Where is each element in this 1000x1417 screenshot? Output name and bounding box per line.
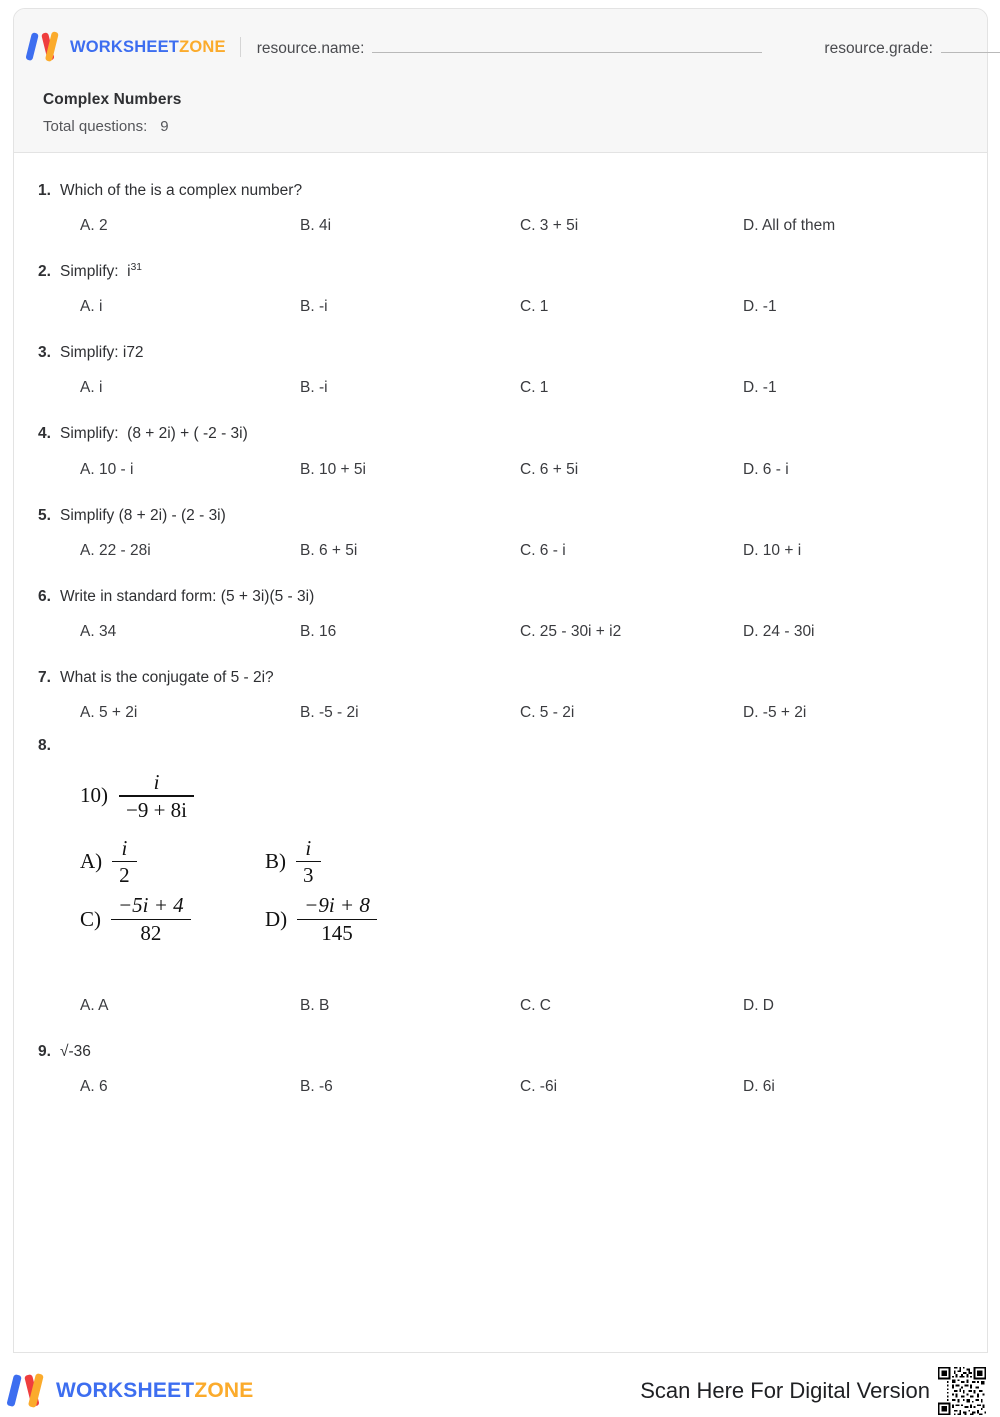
option-b[interactable]: B. B — [300, 997, 330, 1015]
math-choices-row-1 — [80, 836, 480, 888]
question-5 — [14, 506, 987, 560]
option-b[interactable]: B. -i — [300, 379, 328, 397]
worksheet-card — [13, 8, 988, 1353]
math-choice-a[interactable] — [80, 836, 265, 888]
question-prompt — [38, 587, 987, 607]
question-prompt — [38, 343, 987, 363]
math-choice-b-fraction — [296, 836, 321, 888]
option-b[interactable]: B. 10 + 5i — [300, 460, 366, 478]
question-6 — [14, 587, 987, 641]
math-choice-b[interactable] — [265, 836, 321, 888]
fraction-denominator: 2 — [119, 863, 130, 888]
math-choice-d[interactable] — [265, 893, 377, 945]
option-b[interactable]: B. -5 - 2i — [300, 703, 359, 721]
question-text: Write in standard form: (5 + 3i)(5 - 3i) — [60, 587, 315, 605]
question-number: 7. — [38, 668, 51, 686]
math-choice-b-label: B) — [265, 849, 286, 874]
question-text: Simplify: (8 + 2i) + ( -2 - 3i) — [60, 425, 248, 443]
math-choice-d-fraction — [297, 893, 377, 945]
logo-stroke-blue-icon — [25, 32, 39, 61]
question-prompt — [38, 1042, 987, 1062]
option-a[interactable]: A. i — [80, 298, 103, 316]
option-a[interactable]: A. 22 - 28i — [80, 541, 151, 559]
option-a[interactable]: A. 10 - i — [80, 460, 134, 478]
option-d[interactable]: D. 10 + i — [743, 541, 802, 559]
total-questions-label: Total questions: — [43, 118, 148, 135]
option-b[interactable]: B. 4i — [300, 217, 332, 235]
grade-field[interactable] — [824, 37, 1000, 58]
fraction-denominator: 145 — [321, 921, 353, 945]
option-d[interactable]: D. 6 - i — [743, 460, 789, 478]
question-prompt — [38, 262, 987, 282]
question-text: What is the conjugate of 5 - 2i? — [60, 668, 274, 686]
name-field-label: resource.name: — [256, 39, 365, 57]
question-9 — [14, 1042, 987, 1096]
fraction-numerator: i — [121, 835, 128, 860]
brand-wordmark — [56, 1379, 253, 1403]
option-d[interactable]: D. All of them — [743, 217, 836, 235]
options-row — [38, 217, 987, 235]
option-c[interactable]: C. 25 - 30i + i2 — [520, 622, 622, 640]
question-number: 8. — [38, 736, 51, 754]
option-a[interactable]: A. 34 — [80, 622, 117, 640]
options-row — [38, 379, 987, 397]
grade-field-label: resource.grade: — [824, 39, 933, 57]
option-d[interactable]: D. D — [743, 997, 774, 1015]
question-number: 4. — [38, 425, 51, 443]
qr-code-icon[interactable] — [936, 1365, 988, 1417]
question-number: 9. — [38, 1043, 51, 1061]
question-1 — [14, 181, 987, 235]
name-field-line[interactable] — [372, 37, 762, 53]
page-footer — [13, 1367, 988, 1414]
question-4 — [14, 424, 987, 478]
math-choice-c[interactable] — [80, 893, 265, 945]
question-3 — [14, 343, 987, 397]
option-b[interactable]: B. -i — [300, 298, 328, 316]
options-row — [38, 298, 987, 316]
fraction-denominator: −9 + 8i — [126, 797, 188, 822]
footer-brand — [13, 1374, 253, 1408]
brand-wordmark-worksheet: WORKSHEET — [70, 37, 180, 56]
brand-wordmark — [70, 38, 226, 57]
option-d[interactable]: D. 6i — [743, 1078, 775, 1096]
math-choice-c-fraction — [111, 893, 191, 945]
question-number: 2. — [38, 263, 51, 281]
fraction-denominator: 3 — [303, 863, 314, 888]
option-a[interactable]: A. 6 — [80, 1078, 108, 1096]
math-item-label: 10) — [80, 783, 108, 808]
option-c[interactable]: C. 3 + 5i — [520, 217, 579, 235]
scan-prompt-text: Scan Here For Digital Version — [640, 1377, 930, 1403]
question-prompt — [38, 424, 987, 444]
logo-stroke-blue-icon — [6, 1374, 22, 1407]
grade-field-line[interactable] — [941, 37, 1000, 53]
option-d[interactable]: D. -5 + 2i — [743, 703, 807, 721]
question-text: Which of the is a complex number? — [60, 182, 303, 199]
worksheetzone-logo-icon — [31, 32, 63, 62]
options-row — [38, 997, 987, 1015]
math-choice-c-label: C) — [80, 906, 101, 931]
option-b[interactable]: B. 16 — [300, 622, 337, 640]
option-a[interactable]: A. i — [80, 379, 103, 397]
header-divider — [240, 37, 241, 57]
question-prompt — [38, 506, 987, 526]
option-a[interactable]: A. 2 — [80, 217, 108, 235]
question-7 — [14, 668, 987, 722]
question-2 — [14, 262, 987, 316]
math-choices-row-2 — [80, 893, 480, 945]
option-d[interactable]: D. -1 — [743, 298, 777, 316]
options-row — [38, 704, 987, 722]
brand-wordmark-zone: ZONE — [179, 37, 226, 56]
option-c[interactable]: C. 6 - i — [520, 541, 566, 559]
option-b[interactable]: B. 6 + 5i — [300, 541, 358, 559]
option-d[interactable]: D. -1 — [743, 379, 777, 397]
footer-scan-group — [640, 1367, 988, 1414]
option-c[interactable]: C. 6 + 5i — [520, 460, 579, 478]
option-a[interactable]: A. 5 + 2i — [80, 703, 138, 721]
options-row — [38, 542, 987, 560]
question-text: √-36 — [60, 1043, 91, 1061]
fraction-numerator: −9i + 8 — [304, 893, 370, 918]
math-expression-fraction — [119, 770, 194, 822]
question-8 — [14, 736, 987, 1015]
question-text-base: Simplify: i — [60, 263, 131, 281]
option-b[interactable]: B. -6 — [300, 1078, 333, 1096]
math-choice-a-label: A) — [80, 849, 103, 874]
question-prompt — [38, 181, 987, 201]
fraction-numerator: i — [153, 770, 160, 795]
page-title: Complex Numbers — [43, 91, 182, 108]
math-expression-row — [80, 770, 480, 822]
option-c[interactable]: C. 5 - 2i — [520, 703, 575, 721]
question-8-math-image — [80, 770, 480, 945]
math-choice-d-label: D) — [265, 906, 288, 931]
question-prompt — [38, 668, 987, 688]
worksheet-header — [14, 9, 987, 153]
question-number: 5. — [38, 506, 51, 524]
header-top-row — [31, 31, 987, 63]
question-text: Simplify (8 + 2i) - (2 - 3i) — [60, 506, 226, 524]
options-row — [38, 1078, 987, 1096]
options-row — [38, 461, 987, 479]
question-exponent: 31 — [130, 261, 142, 273]
worksheetzone-logo-icon — [13, 1374, 47, 1408]
option-c[interactable]: C. 1 — [520, 298, 549, 316]
total-questions — [43, 118, 169, 135]
total-questions-count: 9 — [160, 118, 169, 135]
math-choice-a-fraction — [112, 836, 137, 888]
option-d[interactable]: D. 24 - 30i — [743, 622, 815, 640]
option-c[interactable]: C. 1 — [520, 379, 549, 397]
fraction-numerator: −5i + 4 — [118, 893, 184, 918]
questions-list — [14, 154, 987, 1352]
brand-wordmark-worksheet: WORKSHEET — [56, 1378, 195, 1402]
fraction-numerator: i — [305, 835, 312, 860]
question-prompt — [38, 736, 987, 756]
question-number: 1. — [38, 182, 51, 199]
options-row — [38, 623, 987, 641]
question-number: 3. — [38, 344, 51, 362]
fraction-denominator: 82 — [140, 921, 162, 945]
question-number: 6. — [38, 587, 51, 605]
name-field[interactable] — [257, 37, 763, 58]
question-text — [60, 262, 142, 282]
brand-wordmark-zone: ZONE — [194, 1378, 254, 1402]
question-text: Simplify: i72 — [60, 344, 144, 362]
option-c[interactable]: C. -6i — [520, 1078, 558, 1096]
option-a[interactable]: A. A — [80, 997, 109, 1015]
option-c[interactable]: C. C — [520, 997, 551, 1015]
